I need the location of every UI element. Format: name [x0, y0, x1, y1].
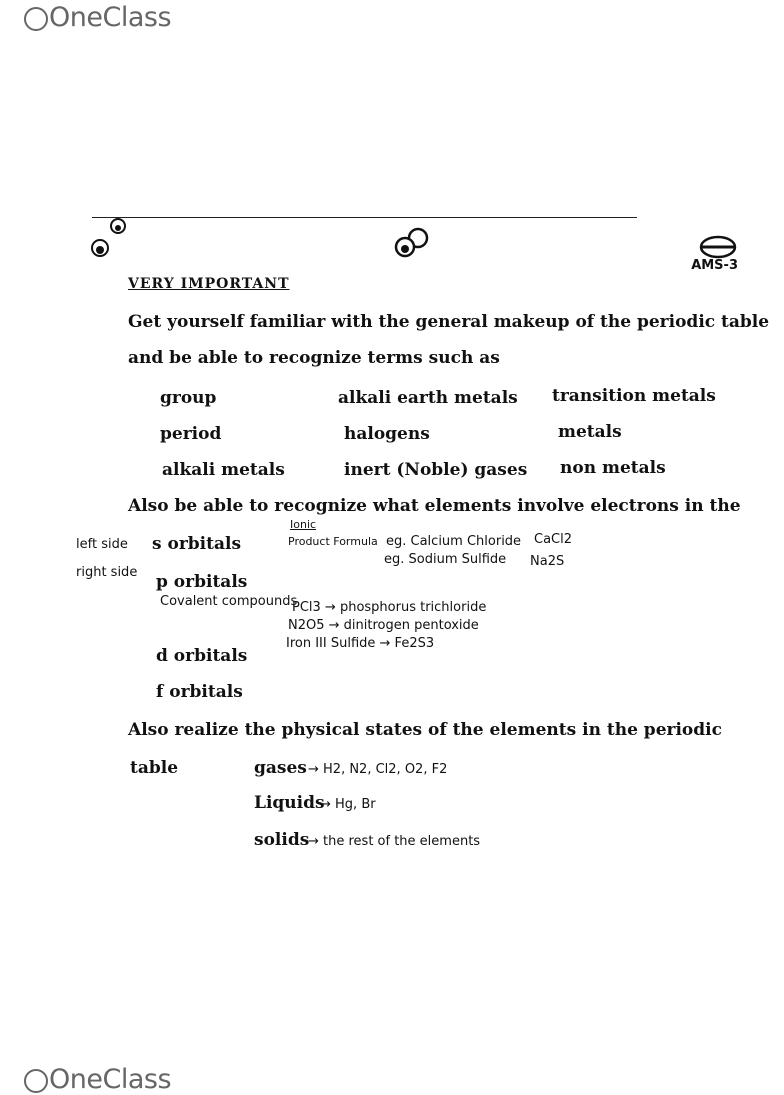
covalent-compounds: Covalent compounds: [160, 594, 298, 609]
logo-o-icon: [24, 7, 48, 31]
s-orbitals-label: s orbitals: [152, 534, 242, 554]
product-formula-label: Product Formula: [288, 535, 378, 548]
formula-cacl2: CaCl2: [534, 532, 573, 547]
oneclass-logo: [24, 2, 171, 33]
page-title: VERY IMPORTANT: [128, 276, 290, 292]
term-alkali-metals: alkali metals: [162, 460, 285, 480]
oneclass-logo-bottom: [24, 1064, 171, 1095]
liquids-list: → Hg, Br: [320, 797, 376, 812]
term-metals: metals: [558, 422, 622, 442]
solids-label: solids: [254, 830, 310, 850]
example-fe2s3: Iron III Sulfide → Fe2S3: [286, 636, 435, 651]
molecule-icon: [392, 226, 432, 260]
intro-line-1: Get yourself familiar with the general makeup of the periodic table: [128, 312, 770, 332]
gases-label: gases: [254, 758, 307, 778]
orbitals-intro: Also be able to recognize what elements involve electrons in the: [128, 496, 741, 516]
example-n2o5: N2O5 → dinitrogen pentoxide: [288, 618, 479, 633]
p-orbitals-label: p orbitals: [156, 572, 248, 592]
states-intro-line-1: Also realize the physical states of the elements in the periodic: [128, 720, 722, 740]
example-pcl3: PCl3 → phosphorus trichloride: [292, 600, 487, 615]
logo-text: OneClass: [49, 1064, 172, 1095]
term-halogens: halogens: [344, 424, 430, 444]
ionic-heading: Ionic: [290, 518, 317, 531]
term-non-metals: non metals: [560, 458, 666, 478]
d-orbitals-label: d orbitals: [156, 646, 248, 666]
f-orbitals-label: f orbitals: [156, 682, 243, 702]
states-intro-line-2: table: [130, 758, 179, 778]
intro-line-2: and be able to recognize terms such as: [128, 348, 500, 368]
term-transition-metals: transition metals: [552, 386, 716, 406]
example-sodium-sulfide: eg. Sodium Sulfide: [384, 552, 507, 567]
s-side-note: left side: [76, 537, 128, 552]
term-period: period: [160, 424, 222, 444]
term-group: group: [160, 388, 217, 408]
solids-list: → the rest of the elements: [308, 834, 481, 849]
gases-list: → H2, N2, Cl2, O2, F2: [308, 762, 448, 777]
p-side-note: right side: [76, 565, 138, 580]
course-code: AMS-3: [691, 258, 738, 273]
term-alkali-earth-metals: alkali earth metals: [338, 388, 518, 408]
logo-o-icon: [24, 1069, 48, 1093]
formula-na2s: Na2S: [530, 554, 565, 569]
liquids-label: Liquids: [254, 793, 325, 813]
orbital-icon: [698, 234, 738, 260]
example-calcium-chloride: eg. Calcium Chloride: [386, 534, 522, 549]
header-rule: [92, 217, 637, 218]
logo-text: OneClass: [49, 2, 172, 33]
bubble-icon: [90, 216, 130, 260]
term-inert-gases: inert (Noble) gases: [344, 460, 528, 480]
